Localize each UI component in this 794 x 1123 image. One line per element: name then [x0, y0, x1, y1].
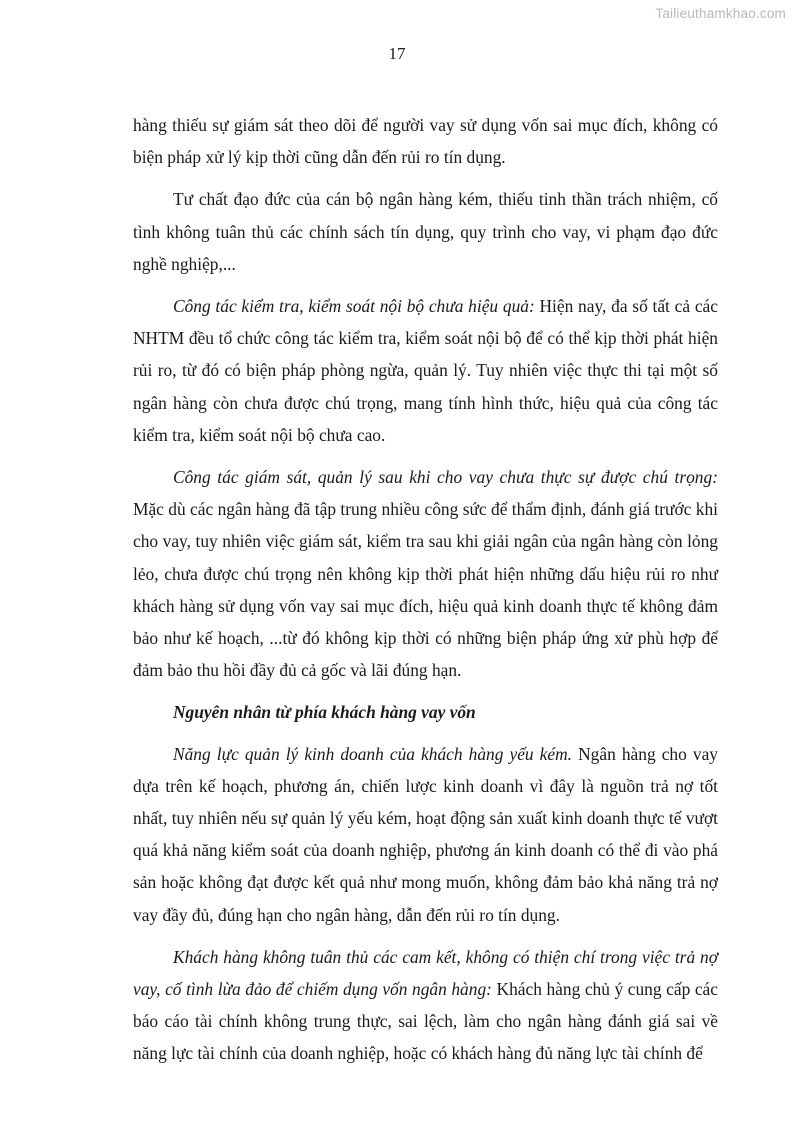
- paragraph-2: Tư chất đạo đức của cán bộ ngân hàng kém, thiếu tinh thần trách nhiệm, cố tình không tuân thủ các chính sách tín dụng, quy trình cho vay, vi phạm đạo đức nghề nghiệp,...: [133, 189, 718, 274]
- paragraph-4-body: Mặc dù các ngân hàng đã tập trung nhiều công sức để thẩm định, đánh giá trước khi cho vay, tuy nhiên việc giám sát, kiểm tra sau khi giải ngân của ngân hàng còn lỏng lẻo, chưa được chú trọng nên không kịp thời phát hiện những dấu hiệu rủi ro như khách hàng sử dụng vốn vay sai mục đích, hiệu quả kinh doanh thực tế không đảm bảo như kế hoạch, ...từ đó không kịp thời có những biện pháp ứng xử phù hợp để đảm bảo thu hồi đầy đủ cả gốc và lãi đúng hạn.: [133, 499, 718, 681]
- paragraph-3: [133, 290, 718, 451]
- document-body: [133, 109, 718, 1080]
- paragraph-4-title: Công tác giám sát, quản lý sau khi cho vay chưa thực sự được chú trọng:: [173, 467, 718, 488]
- paragraph-5-title: Năng lực quản lý kinh doanh của khách hàng yếu kém.: [173, 743, 573, 764]
- paragraph-6: [133, 941, 718, 1070]
- paragraph-5-body: Ngân hàng cho vay dựa trên kế hoạch, phương án, chiến lược kinh doanh vì đây là nguồn trả nợ tốt nhất, tuy nhiên nếu sự quản lý yếu kém, hoạt động sản xuất kinh doanh thực tế vượt quá khả năng kiểm soát của doanh nghiệp, phương án kinh doanh có thể đi vào phá sản hoặc không đạt được kết quả như mong muốn, không đảm bảo khả năng trả nợ vay đầy đủ, đúng hạn cho ngân hàng, dẫn đến rủi ro tín dụng.: [133, 743, 718, 925]
- paragraph-3-title: Công tác kiểm tra, kiểm soát nội bộ chưa hiệu quả:: [173, 296, 535, 317]
- section-heading: Nguyên nhân từ phía khách hàng vay vốn: [173, 702, 476, 723]
- paragraph-4: [133, 461, 718, 686]
- paragraph-5: [133, 738, 718, 931]
- paragraph-1: hàng thiếu sự giám sát theo dõi để người vay sử dụng vốn sai mục đích, không có biện pháp xử lý kịp thời cũng dẫn đến rủi ro tín dụng.: [133, 115, 718, 168]
- page-number: 17: [388, 44, 406, 63]
- paragraph-6-title: Khách hàng không tuân thủ các cam kết, không có thiện chí trong việc trả nợ vay, cố tình lừa đảo để chiếm dụng vốn ngân hàng:: [133, 946, 718, 1000]
- paragraph-6-body: Khách hàng chủ ý cung cấp các báo cáo tài chính không trung thực, sai lệch, làm cho ngân hàng đánh giá sai về năng lực tài chính của doanh nghiệp, hoặc có khách hàng đủ năng lực tài chính để: [133, 979, 718, 1064]
- paragraph-3-body: Hiện nay, đa số tất cả các NHTM đều tổ chức công tác kiểm tra, kiểm soát nội bộ để có thể kịp thời phát hiện rủi ro, từ đó có biện pháp phòng ngừa, quản lý. Tuy nhiên việc thực thi tại một số ngân hàng còn chưa được chú trọng, mang tính hình thức, hiệu quả của công tác kiểm tra, kiểm soát nội bộ chưa cao.: [133, 296, 718, 445]
- watermark-text: Tailieuthamkhao.com: [655, 6, 786, 21]
